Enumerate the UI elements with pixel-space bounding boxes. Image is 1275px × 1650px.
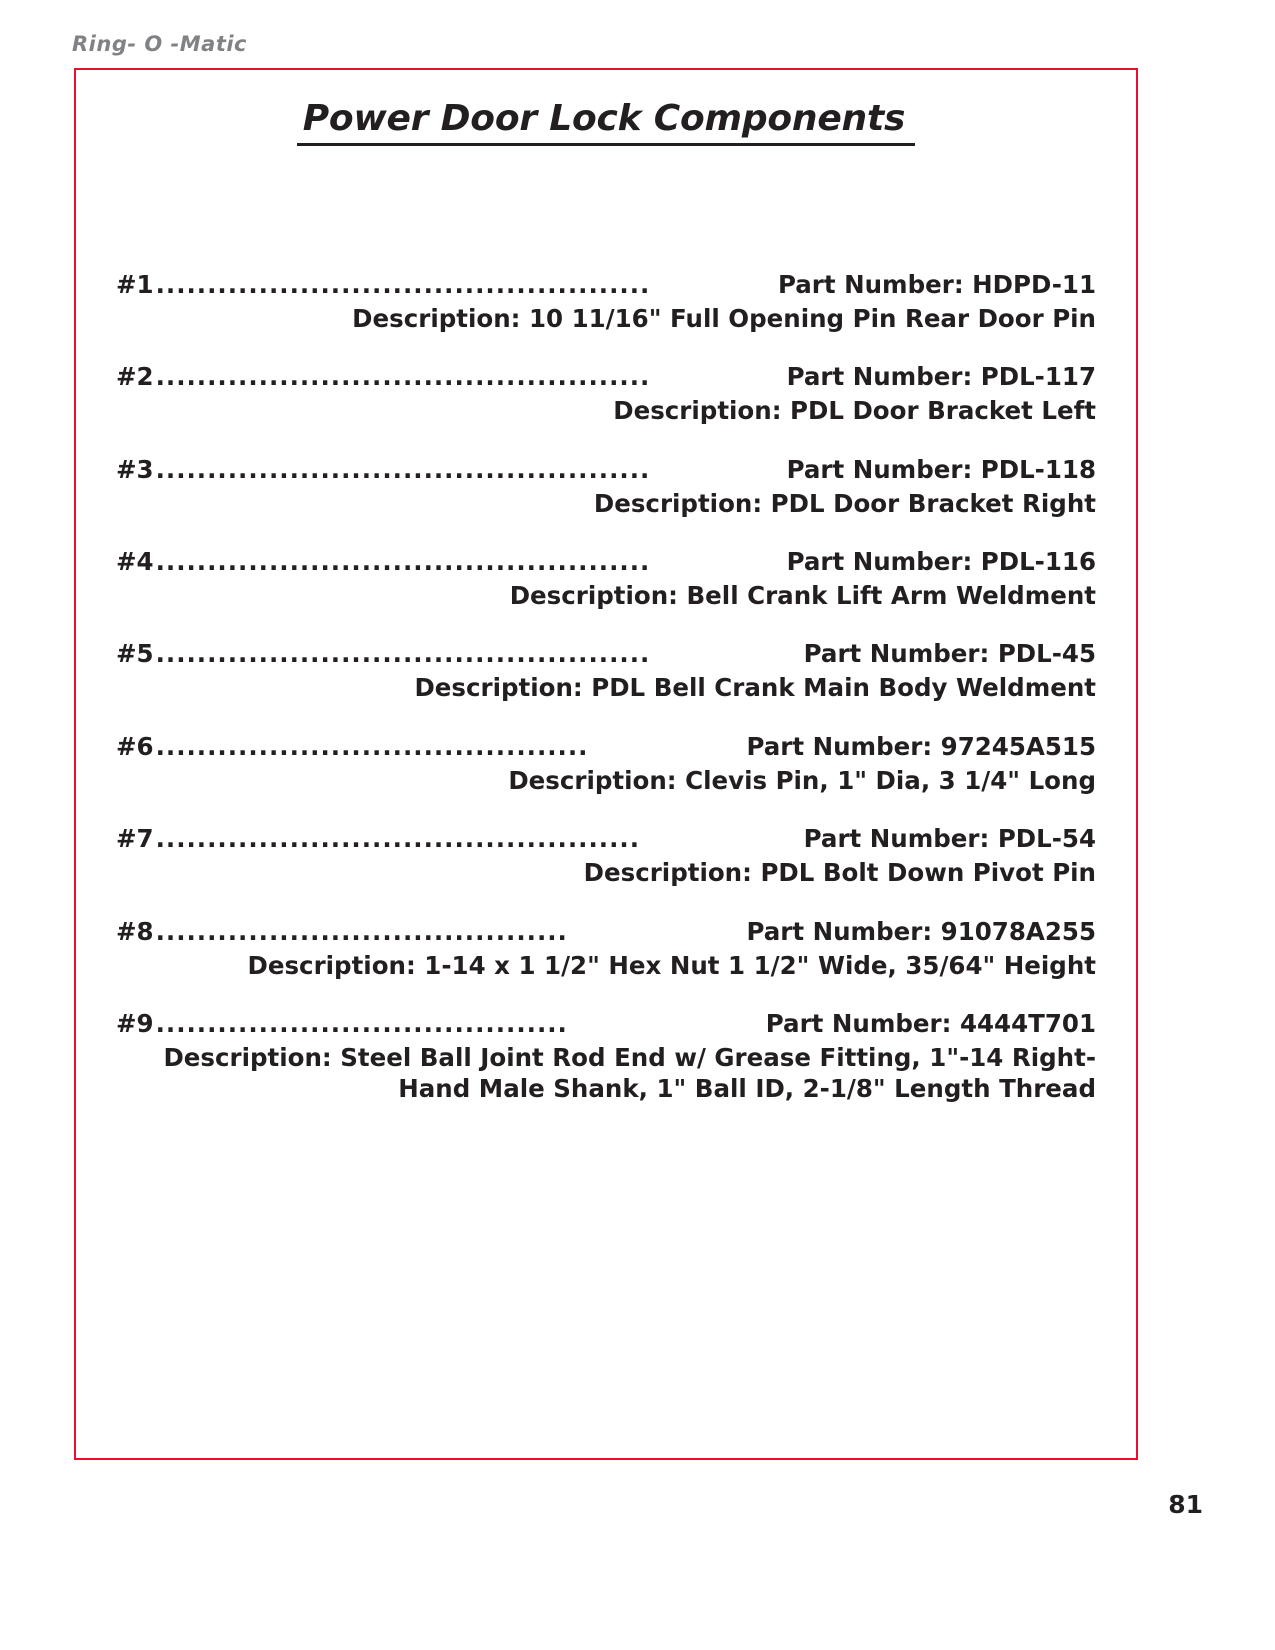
list-item bbox=[116, 639, 1096, 703]
page-title-text: Power Door Lock Components bbox=[297, 98, 915, 146]
part-number: Part Number: HDPD-11 bbox=[777, 270, 1096, 299]
part-line bbox=[116, 1009, 1096, 1038]
part-line bbox=[116, 547, 1096, 576]
part-line bbox=[116, 639, 1096, 668]
part-number: Part Number: PDL-54 bbox=[803, 824, 1096, 854]
list-item bbox=[116, 455, 1096, 519]
leader-dots: ................................................ bbox=[155, 547, 651, 577]
part-index: #4 bbox=[116, 547, 154, 577]
part-number: Part Number: 4444T701 bbox=[765, 1008, 1096, 1038]
page-title bbox=[76, 98, 1136, 146]
leader-dots: .......................................... bbox=[155, 731, 589, 761]
list-item bbox=[116, 917, 1096, 981]
part-line bbox=[116, 270, 1096, 299]
leader-dots: ........................................ bbox=[155, 1008, 568, 1038]
part-index: #6 bbox=[116, 731, 154, 761]
part-index: #8 bbox=[116, 916, 154, 946]
part-index: #5 bbox=[116, 639, 154, 669]
leader-dots: ................................................ bbox=[155, 454, 651, 484]
list-item bbox=[116, 1009, 1096, 1105]
leader-dots: ................................................ bbox=[155, 639, 651, 669]
part-number: Part Number: PDL-45 bbox=[803, 639, 1096, 669]
part-description: Description: 10 11/16" Full Opening Pin Rear Door Pin bbox=[352, 304, 1096, 333]
leader-dots: ............................................... bbox=[155, 824, 641, 854]
part-description: Description: PDL Door Bracket Left bbox=[613, 396, 1096, 426]
part-line bbox=[116, 362, 1096, 391]
leader-dots: ........................................ bbox=[155, 916, 568, 946]
part-number: Part Number: PDL-117 bbox=[786, 362, 1096, 392]
part-number: Part Number: 97245A515 bbox=[746, 731, 1096, 761]
list-item bbox=[116, 824, 1096, 888]
leader-dots: ................................................ bbox=[155, 362, 651, 392]
part-index: #3 bbox=[116, 454, 154, 484]
content-frame bbox=[74, 68, 1138, 1460]
part-index: #9 bbox=[116, 1008, 154, 1038]
part-description: Description: Bell Crank Lift Arm Weldment bbox=[509, 581, 1096, 611]
page-number: 81 bbox=[1168, 1490, 1203, 1519]
part-index: #7 bbox=[116, 824, 154, 854]
part-description: Description: PDL Bell Crank Main Body Weldment bbox=[414, 673, 1096, 703]
part-line bbox=[116, 732, 1096, 761]
part-description: Description: Steel Ball Joint Rod End w/ Grease Fitting, 1"-14 Right-Hand Male Shank, 1" Ball ID, 2-1/8" Length Thread bbox=[163, 1042, 1096, 1104]
part-description: Description: PDL Bolt Down Pivot Pin bbox=[583, 858, 1096, 888]
list-item bbox=[116, 362, 1096, 426]
part-description: Description: Clevis Pin, 1" Dia, 3 1/4" Long bbox=[508, 765, 1096, 795]
parts-list bbox=[116, 270, 1096, 1133]
part-line bbox=[116, 917, 1096, 946]
part-number: Part Number: PDL-118 bbox=[786, 454, 1096, 484]
brand-label: Ring- O -Matic bbox=[72, 32, 248, 56]
part-number: Part Number: 91078A255 bbox=[746, 916, 1096, 946]
part-description: Description: PDL Door Bracket Right bbox=[593, 488, 1096, 518]
list-item bbox=[116, 732, 1096, 796]
part-line bbox=[116, 824, 1096, 853]
part-line bbox=[116, 455, 1096, 484]
part-description: Description: 1-14 x 1 1/2" Hex Nut 1 1/2" Wide, 35/64" Height bbox=[247, 950, 1096, 980]
part-number: Part Number: PDL-116 bbox=[786, 547, 1096, 577]
part-index: #2 bbox=[116, 362, 154, 392]
leader-dots: ................................................ bbox=[155, 270, 651, 299]
part-index: #1 bbox=[116, 270, 154, 299]
list-item bbox=[116, 547, 1096, 611]
list-item bbox=[116, 270, 1096, 334]
